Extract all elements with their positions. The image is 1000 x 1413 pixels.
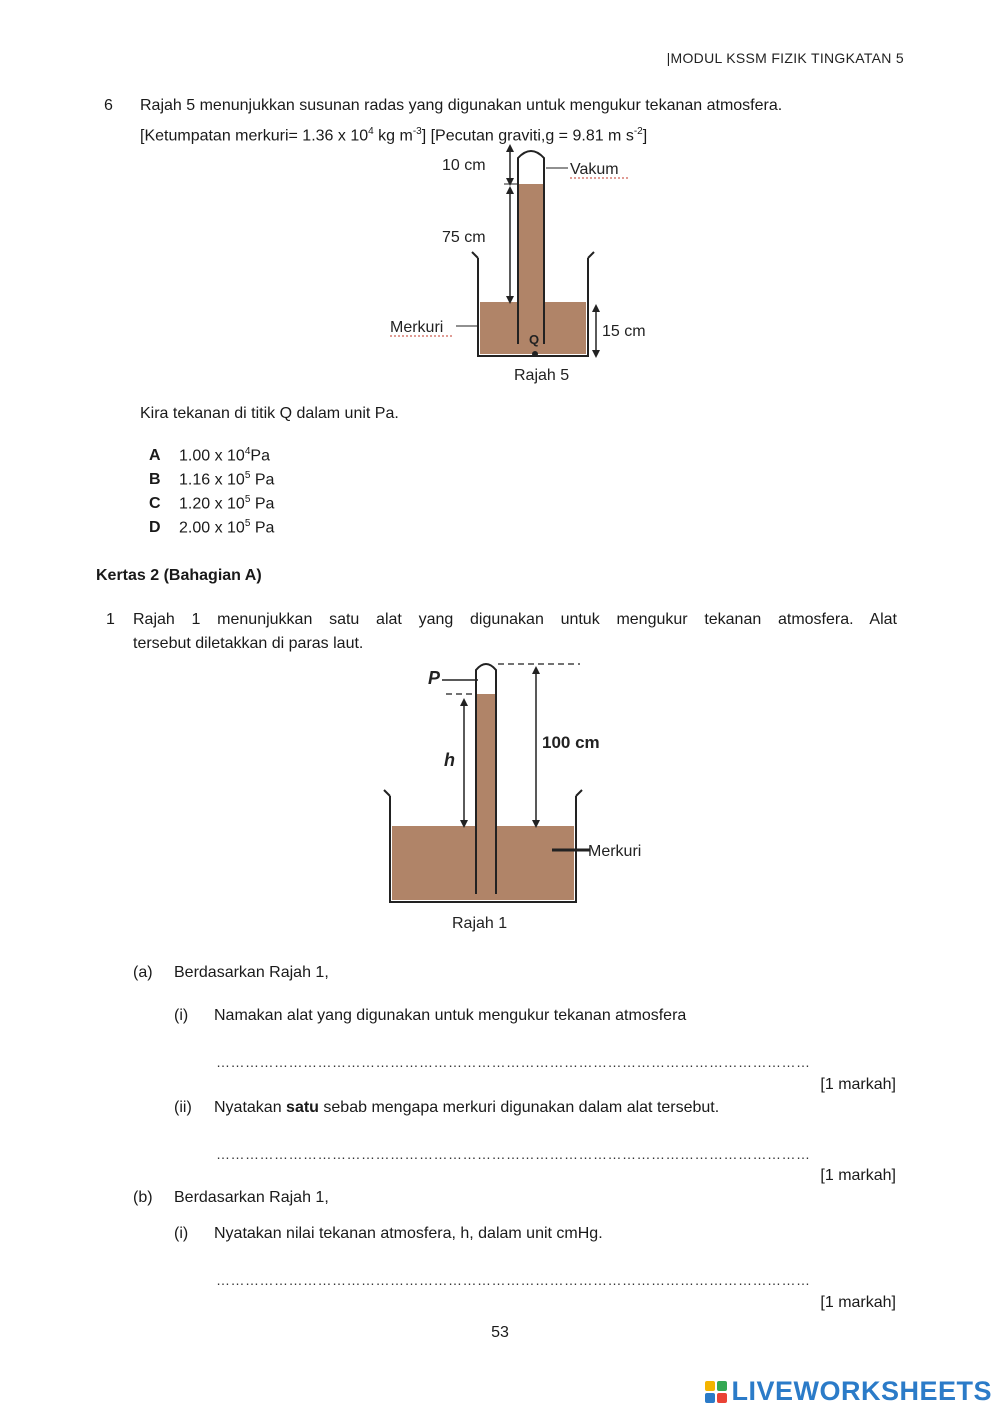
rajah-1-label-p: P xyxy=(428,668,441,688)
question-6-line1: Rajah 5 menunjukkan susunan radas yang digunakan untuk mengukur tekanan atmosfera. xyxy=(140,97,783,114)
option-a[interactable] xyxy=(149,442,270,466)
liveworksheets-logo[interactable] xyxy=(705,1376,992,1407)
question-1-line2: tersebut diletakkan di paras laut. xyxy=(133,635,364,652)
part-b-i-text: Nyatakan nilai tekanan atmosfera, h, dalam unit cmHg. xyxy=(214,1225,603,1242)
part-a-i-text: Namakan alat yang digunakan untuk mengukur tekanan atmosfera xyxy=(214,1007,687,1024)
rajah-1-label-merkuri: Merkuri xyxy=(588,843,642,860)
gravity-text: ] [Pecutan graviti,g = 9.81 m s xyxy=(421,127,634,145)
part-b-label: (b) xyxy=(133,1189,153,1206)
option-c[interactable] xyxy=(149,490,274,514)
rajah-5-label-15cm: 15 cm xyxy=(602,323,646,340)
option-exp: 5 xyxy=(244,470,251,481)
option-value: 1.16 x 10 xyxy=(179,471,245,489)
density-exp: 4 xyxy=(368,126,374,137)
option-unit: Pa xyxy=(250,519,275,537)
rajah-5-label-10cm: 10 cm xyxy=(442,157,486,174)
liveworksheets-grid-icon xyxy=(705,1381,727,1403)
rajah-1-label-100cm: 100 cm xyxy=(542,733,600,752)
rajah-1-label-h: h xyxy=(444,750,455,770)
option-exp: 5 xyxy=(244,494,251,505)
rajah-5-label-vakum: Vakum xyxy=(570,161,619,178)
option-letter: A xyxy=(149,447,161,465)
part-a-ii-text xyxy=(214,1098,719,1118)
question-6-number: 6 xyxy=(104,97,113,114)
option-unit: Pa xyxy=(250,471,275,489)
section-title: Kertas 2 (Bahagian A) xyxy=(96,567,262,584)
question-1-line1: Rajah 1 menunjukkan satu alat yang digunakan untuk mengukur tekanan atmosfera. Alat xyxy=(133,611,897,628)
option-exp: 5 xyxy=(244,518,251,529)
mark-a-ii: [1 markah] xyxy=(820,1167,896,1184)
density-unit: kg m xyxy=(373,127,413,145)
option-value: 1.00 x 10 xyxy=(179,447,245,465)
part-b-i-label: (i) xyxy=(174,1225,189,1242)
answer-line-a-i[interactable]: …………………………………………………………………………………………………………… xyxy=(216,1054,811,1070)
mark-a-i: [1 markah] xyxy=(820,1076,896,1093)
question-6-prompt: Kira tekanan di titik Q dalam unit Pa. xyxy=(140,405,399,422)
gravity-close: ] xyxy=(642,127,648,145)
answer-line-b-i[interactable]: …………………………………………………………………………………………………………… xyxy=(216,1272,811,1288)
brand-text: LIVEWORKSHEETS xyxy=(731,1376,992,1406)
option-unit: Pa xyxy=(250,495,275,513)
gravity-unit-exp: -2 xyxy=(633,126,643,137)
density-text: [Ketumpatan merkuri= 1.36 x 10 xyxy=(140,127,369,145)
option-letter: C xyxy=(149,495,161,513)
part-a-label: (a) xyxy=(133,964,153,981)
rajah-1-tube-mercury xyxy=(477,694,495,894)
rajah-5-label-merkuri: Merkuri xyxy=(390,319,444,336)
option-letter: D xyxy=(149,519,161,537)
option-value: 1.20 x 10 xyxy=(179,495,245,513)
part-a-ii-post: sebab mengapa merkuri digunakan dalam alat tersebut. xyxy=(318,1099,720,1116)
option-value: 2.00 x 10 xyxy=(179,519,245,537)
rajah-5-tube-mercury xyxy=(519,184,543,344)
rajah-5-caption: Rajah 5 xyxy=(514,367,570,384)
option-unit: Pa xyxy=(250,447,270,465)
point-q xyxy=(532,351,538,357)
part-a-ii-bold: satu xyxy=(286,1099,319,1116)
option-b[interactable] xyxy=(149,466,274,490)
question-1-number: 1 xyxy=(106,611,115,628)
part-a-ii-pre: Nyatakan xyxy=(214,1099,287,1116)
option-exp: 4 xyxy=(244,446,251,457)
rajah-5-label-75cm: 75 cm xyxy=(442,229,486,246)
option-letter: B xyxy=(149,471,161,489)
rajah-5-figure xyxy=(380,140,680,390)
density-unit-exp: -3 xyxy=(412,126,422,137)
rajah-1-caption: Rajah 1 xyxy=(452,915,508,932)
rajah-1-figure xyxy=(380,656,680,941)
page-header: |MODUL KSSM FIZIK TINGKATAN 5 xyxy=(666,50,904,66)
part-b-text: Berdasarkan Rajah 1, xyxy=(174,1189,329,1206)
answer-line-a-ii[interactable]: …………………………………………………………………………………………………………… xyxy=(216,1146,811,1162)
option-d[interactable] xyxy=(149,514,274,538)
part-a-i-label: (i) xyxy=(174,1007,189,1024)
rajah-5-label-q: Q xyxy=(529,332,540,347)
mark-b-i: [1 markah] xyxy=(820,1294,896,1311)
part-a-ii-label: (ii) xyxy=(174,1099,192,1116)
page-number: 53 xyxy=(491,1324,509,1341)
part-a-text: Berdasarkan Rajah 1, xyxy=(174,964,329,981)
